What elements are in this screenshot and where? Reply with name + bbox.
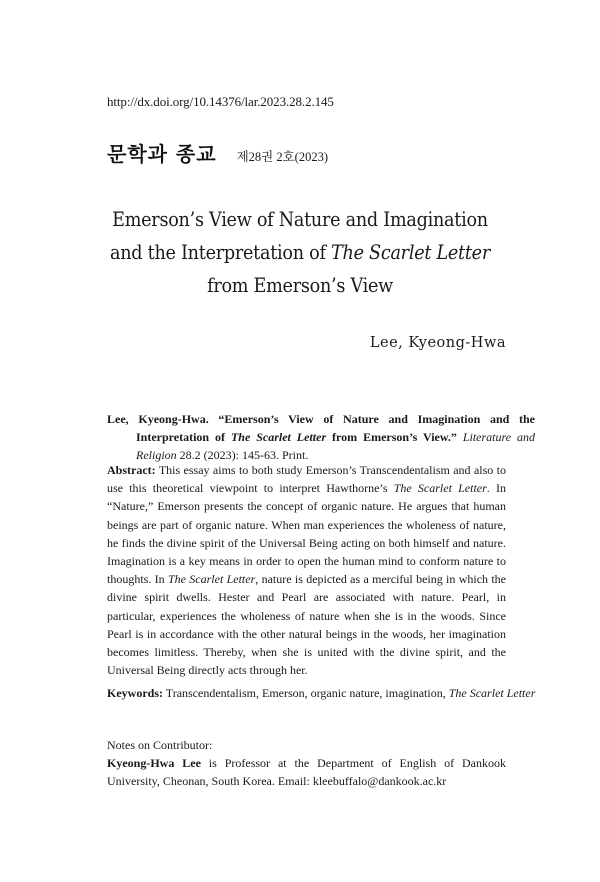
contributor-name: Kyeong-Hwa Lee [107,756,201,770]
title-line-1: Emerson’s View of Nature and Imagination [112,207,488,231]
abstract-block [107,461,506,679]
notes-block [107,754,506,790]
citation-details: 28.2 (2023): 145-63. Print. [176,448,309,463]
abstract-label: Abstract: [107,463,156,477]
journal-issue: 제28권 2호(2023) [236,150,329,164]
journal-logo: 문학과 종교 [107,142,217,166]
abstract-italic-1: The Scarlet Letter [393,481,487,496]
abstract-part-2: . In “Nature,” Emerson presents the concept of organic nature. He argues that human beings are part of organic nature. When man experiences the wholeness of nature, he finds the divine spirit of the Universal Being acting on both himself and nature. Imagination is a key means in order to open the human mind to conform nature to thoughts. In [107,481,507,587]
keywords-label: Keywords: [107,686,163,700]
title-line-2 [89,236,511,269]
abstract-italic-2: The Scarlet Letter [167,572,256,587]
keywords-italic: The Scarlet Letter [448,686,536,700]
abstract-part-3: , nature is depicted as a merciful being in which the divine spirit dwells. Hester and Pearl are associated with nature. Pearl, in particular, experiences the wholeness of nature when she is in the woods. Since Pearl is in accordance with the other natural beings in the woods, her imagination becomes limitless. Thereby, when she is united with the divine spirit, and the Universal Being directly acts through her. [107,572,506,678]
citation-block [107,410,535,465]
journal-header [107,138,328,167]
title-line-2-prefix: and the Interpretation of [110,240,332,264]
article-title [89,203,511,302]
citation-author: Lee, Kyeong-Hwa. [107,412,209,426]
contributor-text: is Professor at the Department of English of Dankook University, Cheonan, South Korea. Email: kleebuffalo@dankook.ac.kr [107,756,506,789]
keywords-block [107,684,561,702]
citation-title-prefix: “Emerson’s View of Nature and Imagination and the Interpretation of [136,412,535,445]
author-name: Lee, Kyeong-Hwa [369,335,506,351]
citation-title-suffix: from Emerson’s View.” [326,430,457,445]
keywords-text: Transcendentalism, Emerson, organic nature, imagination, [163,686,449,700]
notes-heading: Notes on Contributor: [107,738,213,752]
title-line-2-italic: The Scarlet Letter [331,240,490,264]
title-line-3: from Emerson’s View [207,273,393,297]
citation-journal: Literature and Religion [136,430,535,463]
abstract-part-1: This essay aims to both study Emerson’s Transcendentalism and also to use this theoretical viewpoint to interpret Hawthorne’s [107,463,506,496]
citation-title-italic: The Scarlet Letter [230,430,327,445]
doi-link[interactable]: http://dx.doi.org/10.14376/lar.2023.28.2.145 [107,94,334,109]
